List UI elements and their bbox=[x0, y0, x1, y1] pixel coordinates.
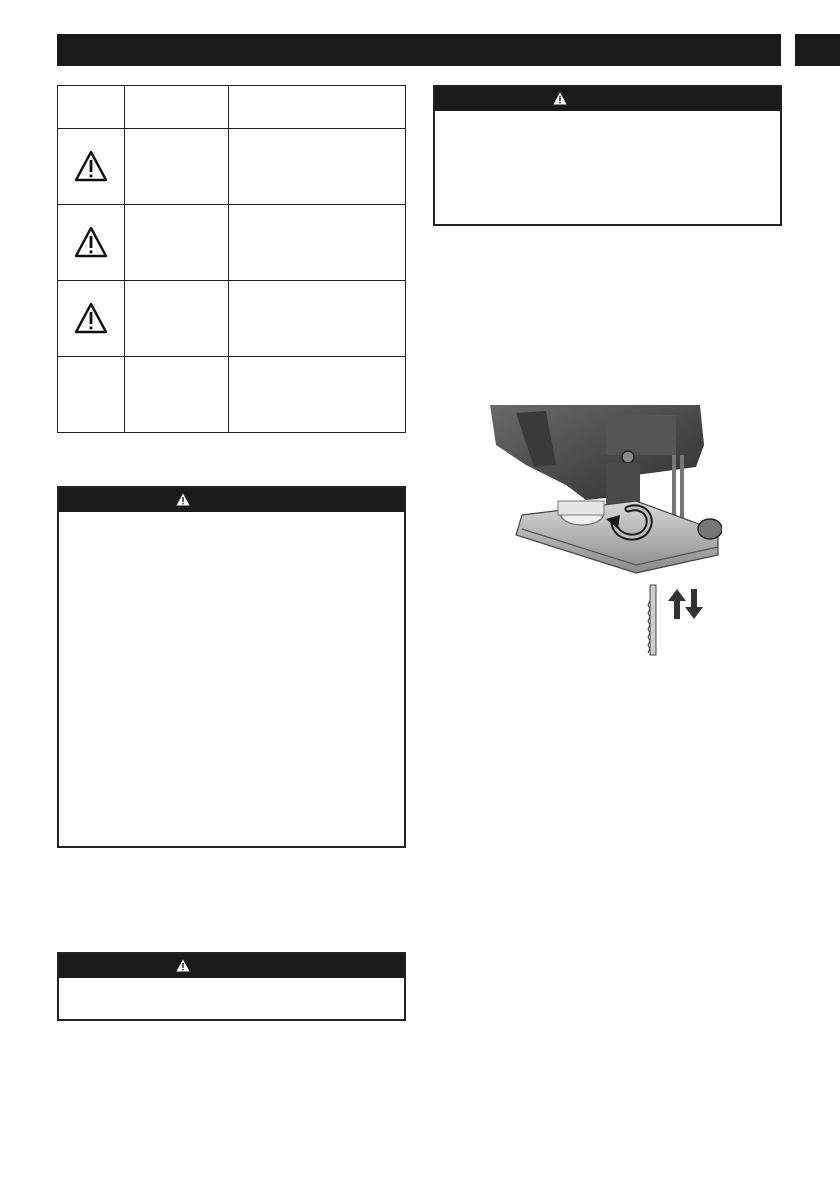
warning-triangle-icon bbox=[74, 226, 108, 258]
jigsaw-side-panel bbox=[606, 415, 676, 455]
warning-triangle-icon bbox=[553, 92, 567, 105]
table-divider bbox=[58, 204, 405, 205]
symbol-table bbox=[57, 85, 406, 433]
table-divider bbox=[58, 356, 405, 357]
table-divider bbox=[228, 86, 229, 432]
warning-triangle-icon bbox=[176, 959, 190, 972]
screw-icon bbox=[622, 451, 634, 463]
dust-port-tube bbox=[558, 501, 604, 515]
warning-box bbox=[57, 486, 406, 848]
arrow-up-icon bbox=[668, 589, 686, 619]
warning-box-header bbox=[59, 488, 404, 512]
warning-box-header bbox=[435, 87, 780, 111]
warning-box-header bbox=[59, 954, 404, 978]
warning-triangle-icon bbox=[176, 493, 190, 506]
bevel-knob bbox=[698, 519, 722, 539]
table-divider bbox=[58, 280, 405, 281]
section-header-bar bbox=[57, 34, 781, 66]
warning-triangle-icon bbox=[74, 150, 108, 182]
warning-box bbox=[433, 85, 782, 226]
guide-rod bbox=[680, 455, 684, 527]
arrow-down-icon bbox=[685, 589, 703, 619]
warning-triangle-icon bbox=[74, 302, 108, 334]
table-divider bbox=[124, 86, 125, 432]
page-tab bbox=[795, 34, 840, 66]
jigsaw-figure bbox=[486, 405, 722, 657]
saw-blade bbox=[650, 585, 656, 655]
table-divider bbox=[58, 128, 405, 129]
warning-box bbox=[57, 952, 406, 1021]
